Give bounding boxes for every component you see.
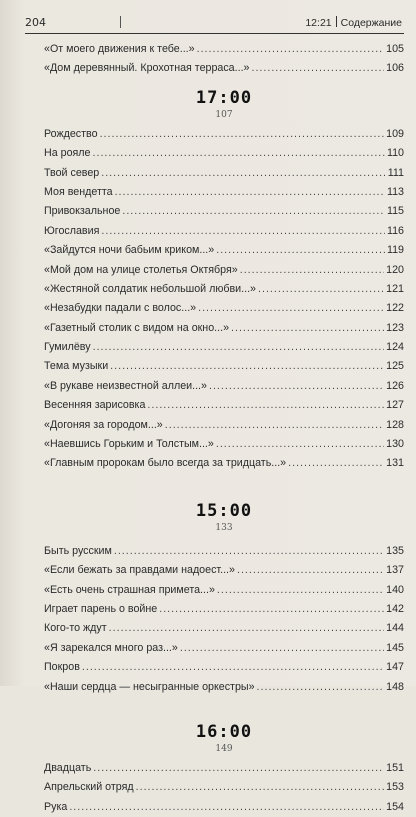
dot-leader [110, 357, 384, 376]
page-number: 204 [25, 16, 46, 29]
header-rule [25, 33, 404, 34]
dot-leader [101, 222, 385, 241]
toc-entry-page: 154 [386, 800, 404, 813]
section-heading[interactable] [44, 500, 404, 536]
toc-entry-title: Твой север [44, 166, 100, 179]
toc-entry-title: «Догоняя за городом...» [44, 418, 163, 431]
toc-entry-page: 128 [386, 418, 404, 431]
toc-entry-page: 115 [386, 205, 404, 218]
toc-entry-title: Югославия [44, 224, 100, 237]
header-right [305, 16, 402, 29]
toc-entry-page: 142 [386, 602, 404, 615]
toc-entry-page: 120 [386, 263, 404, 276]
toc-entry-page: 110 [386, 147, 404, 160]
toc-entry-page: 144 [386, 622, 404, 635]
dot-leader [197, 40, 385, 59]
toc-entry[interactable] [44, 222, 404, 241]
dot-leader [93, 759, 384, 778]
toc-entry-title: Весенняя зарисовка [44, 399, 146, 412]
toc-entry-title: На рояле [44, 147, 91, 160]
dot-leader [198, 299, 384, 318]
toc-entry-title: «Если бежать за правдами надоест...» [44, 564, 235, 577]
section-heading[interactable] [44, 87, 404, 123]
toc-entry-page: 111 [387, 166, 404, 179]
dot-leader [159, 600, 384, 619]
section-time: 17:00 [195, 87, 253, 108]
toc-entry-page: 140 [386, 583, 404, 596]
dot-leader [180, 639, 384, 658]
toc-entry-title: «Главным пророкам было всегда за тридцать...» [44, 457, 287, 470]
toc-entry[interactable] [44, 319, 404, 338]
dot-leader [288, 454, 384, 473]
toc-entry-page: 113 [386, 185, 404, 198]
toc-entry-title: Тема музыки [44, 360, 109, 373]
dot-leader [217, 581, 384, 600]
toc-entry-page: 109 [386, 127, 404, 140]
toc-entry-title: «Жестяной солдатик небольшой любви...» [44, 282, 256, 295]
toc-entry[interactable] [44, 798, 404, 817]
toc-entry-title: «Есть очень страшная примета...» [44, 583, 215, 596]
section-page: 133 [215, 522, 233, 533]
toc-entry-title: «Мой дом на улице столетья Октября» [44, 263, 238, 276]
toc-entry-page: 123 [386, 321, 404, 334]
toc-entry[interactable] [44, 396, 404, 415]
toc-entry-page: 137 [386, 564, 404, 577]
toc-entry[interactable] [44, 144, 404, 163]
dot-leader [100, 125, 385, 144]
toc-entry-title: «Газетный столик с видом на окно...» [44, 321, 230, 334]
toc-entry-page: 147 [386, 661, 404, 674]
toc-entry-title: «Дом деревянный. Крохотная терраса...» [44, 62, 250, 75]
toc-entry[interactable] [44, 600, 404, 619]
toc-entry-page: 106 [386, 62, 404, 75]
dot-leader [147, 396, 384, 415]
header-tick [120, 16, 121, 28]
toc-entry-title: Быть русским [44, 544, 112, 557]
toc-entry[interactable] [44, 125, 404, 144]
toc-entry-page: 135 [386, 544, 404, 557]
toc-entry-page: 122 [386, 302, 404, 315]
toc-entry-title: Двадцать [44, 761, 92, 774]
toc-entry-page: 119 [386, 244, 404, 257]
dot-leader [251, 59, 384, 78]
toc-entry[interactable] [44, 778, 404, 797]
dot-leader [231, 319, 384, 338]
toc-entry-page: 105 [386, 43, 404, 55]
toc-entry[interactable] [44, 59, 404, 78]
toc-entry[interactable] [44, 164, 404, 183]
toc-entry[interactable] [44, 299, 404, 318]
toc-entry[interactable] [44, 241, 404, 260]
toc-entry-title: «Зайдутся ночи бабьим криком...» [44, 244, 215, 257]
toc-entry-title: «Незабудки падали с волос...» [44, 302, 197, 315]
dot-leader [237, 561, 384, 580]
dot-leader [93, 144, 385, 163]
toc-entry-title: Рождество [44, 127, 98, 140]
toc-entry[interactable] [44, 338, 404, 357]
toc-entry[interactable] [44, 454, 404, 473]
section-page: 107 [215, 109, 233, 120]
toc-entry-title: «От моего движения к тебе...» [44, 43, 195, 55]
toc-entry-title: «Я зарекался много раз...» [44, 641, 178, 654]
toc-entry-page: 121 [386, 282, 404, 295]
dot-leader [257, 678, 385, 697]
toc-entry-page: 124 [386, 341, 404, 354]
header-separator [336, 16, 337, 27]
table-of-contents [44, 40, 404, 817]
toc-entry[interactable] [44, 202, 404, 221]
dot-leader [115, 183, 385, 202]
toc-entry-title: Апрельский отряд [44, 781, 134, 794]
toc-entry-title: «Наевшись Горьким и Толстым...» [44, 438, 214, 451]
toc-entry-title: «В рукаве неизвестной аллеи...» [44, 379, 207, 392]
toc-entry[interactable] [44, 377, 404, 396]
toc-entry[interactable] [44, 357, 404, 376]
dot-leader [114, 542, 384, 561]
toc-entry[interactable] [44, 658, 404, 677]
dot-leader [93, 338, 385, 357]
toc-entry[interactable] [44, 280, 404, 299]
section-heading[interactable] [44, 721, 404, 757]
toc-entry-page: 116 [386, 224, 404, 237]
toc-entry-title: Кого-то ждут [44, 622, 107, 635]
toc-entry-page: 148 [386, 680, 404, 693]
toc-entry[interactable] [44, 759, 404, 778]
toc-entry[interactable] [44, 639, 404, 658]
dot-leader [136, 778, 385, 797]
toc-entry[interactable] [44, 435, 404, 454]
dot-leader [216, 435, 384, 454]
toc-entry-title: Гумилёву [44, 341, 91, 354]
header-section: Содержание [340, 17, 402, 29]
toc-entry[interactable] [44, 619, 404, 638]
dot-leader [122, 202, 385, 221]
toc-entry-page: 127 [386, 399, 404, 412]
toc-entry-title: Рука [44, 800, 68, 813]
toc-entry-page: 151 [386, 761, 404, 774]
toc-entry[interactable] [44, 261, 404, 280]
dot-leader [69, 798, 384, 817]
dot-leader [109, 619, 385, 638]
header-time: 12:21 [305, 17, 332, 29]
toc-entry-title: «Наши сердца — несыгранные оркестры» [44, 680, 255, 693]
running-header [0, 14, 416, 34]
toc-entry[interactable] [44, 581, 404, 600]
dot-leader [101, 164, 386, 183]
toc-entry-title: Покров [44, 661, 80, 674]
section-time: 16:00 [195, 721, 253, 742]
dot-leader [258, 280, 384, 299]
section-time: 15:00 [195, 500, 253, 521]
toc-entry-page: 126 [386, 379, 404, 392]
toc-entry-title: Привокзальное [44, 205, 121, 218]
dot-leader [82, 658, 384, 677]
dot-leader [209, 377, 384, 396]
toc-entry-title: Моя вендетта [44, 185, 113, 198]
toc-entry[interactable] [44, 542, 404, 561]
toc-entry[interactable] [44, 678, 404, 697]
toc-entry-page: 130 [386, 438, 404, 451]
toc-entry[interactable] [44, 183, 404, 202]
dot-leader [216, 241, 385, 260]
dot-leader [240, 261, 384, 280]
toc-entry[interactable] [44, 40, 404, 59]
toc-entry[interactable] [44, 561, 404, 580]
toc-entry-title: Играет парень о войне [44, 602, 158, 615]
section-page: 149 [215, 743, 233, 754]
toc-entry-page: 131 [386, 457, 404, 470]
toc-entry-page: 125 [386, 360, 404, 373]
toc-entry[interactable] [44, 416, 404, 435]
toc-entry-page: 145 [386, 641, 404, 654]
toc-entry-page: 153 [386, 781, 404, 794]
dot-leader [165, 416, 384, 435]
